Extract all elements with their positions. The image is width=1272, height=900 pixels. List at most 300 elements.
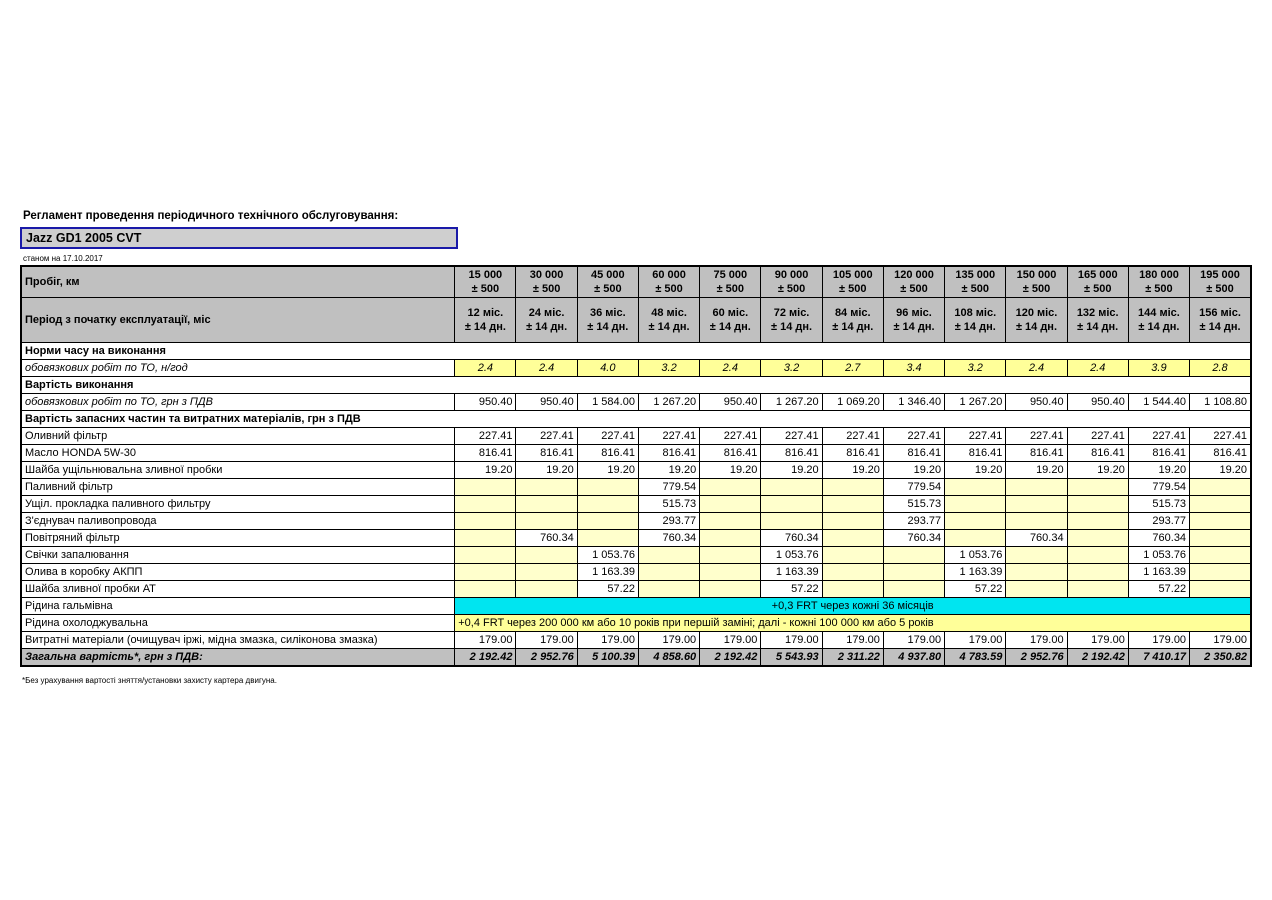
part-cost-value: 816.41 bbox=[1006, 445, 1067, 462]
header-line: ± 500 bbox=[1206, 283, 1234, 295]
labor-cost-value: 950.40 bbox=[455, 394, 516, 411]
header-line: 96 міс. bbox=[896, 307, 932, 319]
part-label: Олива в коробку АКПП bbox=[21, 564, 455, 581]
part-cost-value: 227.41 bbox=[1067, 428, 1128, 445]
empty-cell bbox=[638, 547, 699, 564]
header-line: ± 500 bbox=[1145, 283, 1173, 295]
part-cost-value: 515.73 bbox=[1128, 496, 1189, 513]
part-cost-value: 19.20 bbox=[822, 462, 883, 479]
header-line: 75 000 bbox=[713, 269, 748, 281]
part-cost-value: 227.41 bbox=[638, 428, 699, 445]
part-cost-value: 227.41 bbox=[700, 428, 761, 445]
consumables-value: 179.00 bbox=[638, 632, 699, 649]
empty-cell bbox=[822, 496, 883, 513]
labor-cost-row bbox=[21, 394, 1251, 411]
part-cost-value: 760.34 bbox=[761, 530, 822, 547]
header-line: ± 14 дн. bbox=[1015, 321, 1058, 333]
empty-cell bbox=[945, 496, 1006, 513]
total-value: 4 858.60 bbox=[638, 649, 699, 667]
section-title: Вартість виконання bbox=[21, 377, 1251, 394]
total-value: 2 952.76 bbox=[516, 649, 577, 667]
parts-row bbox=[21, 581, 1251, 598]
empty-cell bbox=[1190, 547, 1251, 564]
period-header-cell bbox=[822, 298, 883, 343]
part-cost-value: 19.20 bbox=[700, 462, 761, 479]
empty-cell bbox=[822, 530, 883, 547]
part-cost-value: 57.22 bbox=[1128, 581, 1189, 598]
part-label: Паливний фільтр bbox=[21, 479, 455, 496]
labor-cost-value: 1 544.40 bbox=[1128, 394, 1189, 411]
section-parts bbox=[21, 411, 1251, 428]
part-cost-value: 515.73 bbox=[883, 496, 944, 513]
hours-value: 2.4 bbox=[1067, 360, 1128, 377]
hours-value: 2.7 bbox=[822, 360, 883, 377]
mileage-header-cell bbox=[761, 266, 822, 298]
header-line: ± 14 дн. bbox=[648, 321, 690, 333]
parts-row bbox=[21, 445, 1251, 462]
part-cost-value: 1 053.76 bbox=[945, 547, 1006, 564]
part-cost-value: 816.41 bbox=[577, 445, 638, 462]
part-cost-value: 779.54 bbox=[883, 479, 944, 496]
part-cost-value: 19.20 bbox=[516, 462, 577, 479]
part-cost-value: 227.41 bbox=[883, 428, 944, 445]
mileage-header-cell bbox=[1067, 266, 1128, 298]
header-line: 150 000 bbox=[1016, 269, 1057, 281]
part-cost-value: 515.73 bbox=[638, 496, 699, 513]
empty-cell bbox=[1067, 496, 1128, 513]
header-line: 108 міс. bbox=[954, 307, 997, 319]
mileage-header-cell bbox=[700, 266, 761, 298]
part-cost-value: 227.41 bbox=[1006, 428, 1067, 445]
labor-cost-value: 1 267.20 bbox=[638, 394, 699, 411]
part-cost-value: 19.20 bbox=[1067, 462, 1128, 479]
header-line: 135 000 bbox=[955, 269, 996, 281]
labor-cost-value: 1 108.80 bbox=[1190, 394, 1251, 411]
empty-cell bbox=[1006, 564, 1067, 581]
hours-row bbox=[21, 360, 1251, 377]
period-header-cell bbox=[1067, 298, 1128, 343]
header-line: ± 500 bbox=[594, 283, 622, 295]
empty-cell bbox=[1006, 547, 1067, 564]
section-title: Норми часу на виконання bbox=[21, 343, 1251, 360]
consumables-value: 179.00 bbox=[455, 632, 516, 649]
empty-cell bbox=[945, 479, 1006, 496]
part-cost-value: 1 053.76 bbox=[761, 547, 822, 564]
empty-cell bbox=[577, 513, 638, 530]
mileage-header-cell bbox=[1128, 266, 1189, 298]
header-line: 84 міс. bbox=[834, 307, 871, 319]
part-cost-value: 19.20 bbox=[1190, 462, 1251, 479]
consumables-value: 179.00 bbox=[945, 632, 1006, 649]
mileage-header-cell bbox=[945, 266, 1006, 298]
empty-cell bbox=[1006, 496, 1067, 513]
total-value: 5 543.93 bbox=[761, 649, 822, 667]
part-label: Свічки запалювання bbox=[21, 547, 455, 564]
hours-label: обовязкових робіт по ТО, н/год bbox=[21, 360, 455, 377]
empty-cell bbox=[700, 513, 761, 530]
empty-cell bbox=[455, 564, 516, 581]
part-cost-value: 293.77 bbox=[883, 513, 944, 530]
part-cost-value: 816.41 bbox=[761, 445, 822, 462]
empty-cell bbox=[516, 547, 577, 564]
part-cost-value: 1 163.39 bbox=[761, 564, 822, 581]
empty-cell bbox=[516, 479, 577, 496]
period-header-label: Період з початку експлуатації, міс bbox=[21, 298, 455, 343]
empty-cell bbox=[700, 547, 761, 564]
header-line: ± 500 bbox=[471, 283, 500, 295]
empty-cell bbox=[1006, 581, 1067, 598]
as-of-date: станом на 17.10.2017 bbox=[23, 254, 103, 263]
part-cost-value: 816.41 bbox=[822, 445, 883, 462]
total-value: 2 192.42 bbox=[700, 649, 761, 667]
coolant-label: Рідина охолоджувальна bbox=[21, 615, 455, 632]
consumables-label: Витратні матеріали (очищувач іржі, мідна змазка, силіконова змазка) bbox=[21, 632, 455, 649]
consumables-value: 179.00 bbox=[761, 632, 822, 649]
total-value: 4 783.59 bbox=[945, 649, 1006, 667]
empty-cell bbox=[638, 581, 699, 598]
header-line: 24 міс. bbox=[528, 307, 565, 319]
empty-cell bbox=[1190, 479, 1251, 496]
header-line: ± 500 bbox=[961, 283, 989, 295]
part-cost-value: 19.20 bbox=[883, 462, 944, 479]
header-line: 90 000 bbox=[774, 269, 809, 281]
part-cost-value: 227.41 bbox=[1128, 428, 1189, 445]
labor-cost-value: 950.40 bbox=[1006, 394, 1067, 411]
empty-cell bbox=[1190, 513, 1251, 530]
part-cost-value: 19.20 bbox=[455, 462, 516, 479]
part-cost-value: 816.41 bbox=[700, 445, 761, 462]
part-label: Шайба ущільнювальна зливної пробки bbox=[21, 462, 455, 479]
empty-cell bbox=[700, 581, 761, 598]
part-label: З'єднувач паливопровода bbox=[21, 513, 455, 530]
part-cost-value: 816.41 bbox=[1067, 445, 1128, 462]
part-cost-value: 227.41 bbox=[822, 428, 883, 445]
consumables-value: 179.00 bbox=[1128, 632, 1189, 649]
header-line: ± 14 дн. bbox=[1138, 321, 1180, 333]
header-line: ± 500 bbox=[655, 283, 683, 295]
total-value: 4 937.80 bbox=[883, 649, 944, 667]
empty-cell bbox=[822, 581, 883, 598]
empty-cell bbox=[700, 496, 761, 513]
hours-value: 4.0 bbox=[577, 360, 638, 377]
header-line: ± 500 bbox=[1083, 283, 1112, 295]
part-cost-value: 760.34 bbox=[1006, 530, 1067, 547]
empty-cell bbox=[516, 513, 577, 530]
parts-row bbox=[21, 496, 1251, 513]
section-cost bbox=[21, 377, 1251, 394]
consumables-value: 179.00 bbox=[1006, 632, 1067, 649]
labor-cost-label: обовязкових робіт по ТО, грн з ПДВ bbox=[21, 394, 455, 411]
empty-cell bbox=[883, 564, 944, 581]
total-value: 2 952.76 bbox=[1006, 649, 1067, 667]
part-cost-value: 1 053.76 bbox=[1128, 547, 1189, 564]
consumables-value: 179.00 bbox=[883, 632, 944, 649]
empty-cell bbox=[883, 547, 944, 564]
header-line: 132 міс. bbox=[1076, 307, 1119, 319]
header-line: 36 міс. bbox=[590, 307, 626, 319]
empty-cell bbox=[1067, 513, 1128, 530]
part-label: Масло HONDA 5W-30 bbox=[21, 445, 455, 462]
maintenance-schedule-table bbox=[20, 265, 1252, 667]
header-line: 165 000 bbox=[1077, 269, 1118, 281]
part-cost-value: 779.54 bbox=[1128, 479, 1189, 496]
part-cost-value: 227.41 bbox=[1190, 428, 1251, 445]
part-cost-value: 1 053.76 bbox=[577, 547, 638, 564]
header-line: 195 000 bbox=[1200, 269, 1240, 281]
consumables-value: 179.00 bbox=[577, 632, 638, 649]
labor-cost-value: 950.40 bbox=[516, 394, 577, 411]
consumables-row bbox=[21, 632, 1251, 649]
mileage-header-cell bbox=[516, 266, 577, 298]
part-cost-value: 57.22 bbox=[761, 581, 822, 598]
mileage-header-cell bbox=[455, 266, 516, 298]
header-line: ± 14 дн. bbox=[1077, 321, 1119, 333]
header-line: ± 14 дн. bbox=[1199, 321, 1241, 333]
part-cost-value: 227.41 bbox=[945, 428, 1006, 445]
footnote: *Без урахування вартості зняття/установки захисту картера двигуна. bbox=[22, 676, 277, 685]
total-row bbox=[21, 649, 1251, 667]
header-line: 120 000 bbox=[894, 269, 934, 281]
total-value: 7 410.17 bbox=[1128, 649, 1189, 667]
header-line: 12 міс. bbox=[467, 307, 504, 319]
empty-cell bbox=[822, 479, 883, 496]
header-line: ± 14 дн. bbox=[893, 321, 935, 333]
header-line: 60 000 bbox=[652, 269, 686, 281]
header-line: 72 міс. bbox=[773, 307, 810, 319]
header-line: ± 14 дн. bbox=[954, 321, 996, 333]
mileage-header-cell bbox=[1190, 266, 1251, 298]
labor-cost-value: 1 069.20 bbox=[822, 394, 883, 411]
part-cost-value: 816.41 bbox=[945, 445, 1006, 462]
empty-cell bbox=[1067, 547, 1128, 564]
hours-value: 3.2 bbox=[638, 360, 699, 377]
part-cost-value: 1 163.39 bbox=[945, 564, 1006, 581]
header-line: ± 500 bbox=[839, 283, 867, 295]
header-line: 144 міс. bbox=[1138, 307, 1180, 319]
part-cost-value: 816.41 bbox=[883, 445, 944, 462]
empty-cell bbox=[1190, 496, 1251, 513]
empty-cell bbox=[1006, 513, 1067, 530]
empty-cell bbox=[577, 496, 638, 513]
empty-cell bbox=[945, 513, 1006, 530]
empty-cell bbox=[455, 530, 516, 547]
part-cost-value: 760.34 bbox=[883, 530, 944, 547]
part-cost-value: 816.41 bbox=[1128, 445, 1189, 462]
document-title: Регламент проведення періодичного технічного обслуговування: bbox=[23, 210, 399, 222]
empty-cell bbox=[761, 513, 822, 530]
header-line: 180 000 bbox=[1139, 269, 1179, 281]
hours-value: 3.2 bbox=[945, 360, 1006, 377]
mileage-header-cell bbox=[577, 266, 638, 298]
mileage-header-cell bbox=[822, 266, 883, 298]
empty-cell bbox=[455, 547, 516, 564]
consumables-value: 179.00 bbox=[700, 632, 761, 649]
period-header-cell bbox=[883, 298, 944, 343]
empty-cell bbox=[577, 479, 638, 496]
mileage-header-label: Пробіг, км bbox=[21, 266, 455, 298]
parts-row bbox=[21, 564, 1251, 581]
mileage-header-cell bbox=[638, 266, 699, 298]
mileage-header-cell bbox=[883, 266, 944, 298]
period-header-cell bbox=[638, 298, 699, 343]
header-line: 120 міс. bbox=[1015, 307, 1058, 319]
period-header-cell bbox=[945, 298, 1006, 343]
part-cost-value: 19.20 bbox=[577, 462, 638, 479]
brake-fluid-label: Рідина гальмівна bbox=[21, 598, 455, 615]
header-line: 30 000 bbox=[529, 269, 564, 281]
part-label: Шайба зливної пробки АТ bbox=[21, 581, 455, 598]
header-line: ± 14 дн. bbox=[771, 321, 813, 333]
parts-row bbox=[21, 513, 1251, 530]
header-line: ± 500 bbox=[716, 283, 745, 295]
part-cost-value: 1 163.39 bbox=[577, 564, 638, 581]
empty-cell bbox=[516, 564, 577, 581]
hours-value: 2.4 bbox=[516, 360, 577, 377]
empty-cell bbox=[1190, 564, 1251, 581]
part-cost-value: 19.20 bbox=[945, 462, 1006, 479]
header-line: 48 міс. bbox=[651, 307, 687, 319]
total-value: 2 192.42 bbox=[1067, 649, 1128, 667]
empty-cell bbox=[638, 564, 699, 581]
part-cost-value: 293.77 bbox=[1128, 513, 1189, 530]
parts-row bbox=[21, 462, 1251, 479]
header-line: 45 000 bbox=[591, 269, 625, 281]
empty-cell bbox=[1067, 564, 1128, 581]
total-label: Загальна вартість*, грн з ПДВ: bbox=[21, 649, 455, 667]
empty-cell bbox=[761, 479, 822, 496]
parts-row bbox=[21, 479, 1251, 496]
empty-cell bbox=[1190, 581, 1251, 598]
empty-cell bbox=[883, 581, 944, 598]
section-hours bbox=[21, 343, 1251, 360]
empty-cell bbox=[455, 479, 516, 496]
part-label: Оливний фільтр bbox=[21, 428, 455, 445]
coolant-row bbox=[21, 615, 1251, 632]
labor-cost-value: 950.40 bbox=[700, 394, 761, 411]
empty-cell bbox=[700, 479, 761, 496]
period-header-cell bbox=[700, 298, 761, 343]
part-cost-value: 57.22 bbox=[945, 581, 1006, 598]
header-line: 156 міс. bbox=[1199, 307, 1241, 319]
section-title: Вартість запасних частин та витратних матеріалів, грн з ПДВ bbox=[21, 411, 1251, 428]
empty-cell bbox=[1067, 479, 1128, 496]
model-name-box: Jazz GD1 2005 CVT bbox=[20, 227, 458, 249]
labor-cost-value: 950.40 bbox=[1067, 394, 1128, 411]
part-label: Повітряний фільтр bbox=[21, 530, 455, 547]
total-value: 2 192.42 bbox=[455, 649, 516, 667]
empty-cell bbox=[516, 581, 577, 598]
part-cost-value: 293.77 bbox=[638, 513, 699, 530]
header-line: 105 000 bbox=[832, 269, 873, 281]
empty-cell bbox=[822, 564, 883, 581]
part-cost-value: 19.20 bbox=[638, 462, 699, 479]
hours-value: 2.4 bbox=[1006, 360, 1067, 377]
empty-cell bbox=[516, 496, 577, 513]
header-line: ± 14 дн. bbox=[526, 321, 568, 333]
part-cost-value: 57.22 bbox=[577, 581, 638, 598]
coolant-note: +0,4 FRT через 200 000 км або 10 років при першій заміні; далі - кожні 100 000 км або 5 років bbox=[455, 615, 1251, 632]
part-cost-value: 760.34 bbox=[1128, 530, 1189, 547]
part-cost-value: 1 163.39 bbox=[1128, 564, 1189, 581]
period-header-cell bbox=[1128, 298, 1189, 343]
total-value: 2 311.22 bbox=[822, 649, 883, 667]
part-cost-value: 227.41 bbox=[577, 428, 638, 445]
empty-cell bbox=[1006, 479, 1067, 496]
part-cost-value: 227.41 bbox=[455, 428, 516, 445]
empty-cell bbox=[945, 530, 1006, 547]
empty-cell bbox=[455, 496, 516, 513]
consumables-value: 179.00 bbox=[1190, 632, 1251, 649]
hours-value: 2.8 bbox=[1190, 360, 1251, 377]
period-header-cell bbox=[577, 298, 638, 343]
header-line: 15 000 bbox=[468, 269, 503, 281]
hours-value: 3.9 bbox=[1128, 360, 1189, 377]
part-label: Ущіл. прокладка паливного фильтру bbox=[21, 496, 455, 513]
header-line: ± 14 дн. bbox=[587, 321, 629, 333]
header-line: ± 14 дн. bbox=[464, 321, 506, 333]
empty-cell bbox=[822, 547, 883, 564]
brake-fluid-row bbox=[21, 598, 1251, 615]
part-cost-value: 779.54 bbox=[638, 479, 699, 496]
empty-cell bbox=[1190, 530, 1251, 547]
consumables-value: 179.00 bbox=[1067, 632, 1128, 649]
empty-cell bbox=[1067, 530, 1128, 547]
part-cost-value: 816.41 bbox=[516, 445, 577, 462]
parts-row bbox=[21, 547, 1251, 564]
period-header-cell bbox=[455, 298, 516, 343]
hours-value: 2.4 bbox=[700, 360, 761, 377]
empty-cell bbox=[455, 581, 516, 598]
empty-cell bbox=[455, 513, 516, 530]
labor-cost-value: 1 267.20 bbox=[945, 394, 1006, 411]
parts-row bbox=[21, 530, 1251, 547]
header-line: ± 500 bbox=[900, 283, 928, 295]
brake-fluid-note: +0,3 FRT через кожні 36 місяців bbox=[455, 598, 1251, 615]
empty-cell bbox=[761, 496, 822, 513]
hours-value: 2.4 bbox=[455, 360, 516, 377]
header-line: ± 14 дн. bbox=[709, 321, 751, 333]
period-header-cell bbox=[761, 298, 822, 343]
empty-cell bbox=[700, 530, 761, 547]
period-header-cell bbox=[1006, 298, 1067, 343]
part-cost-value: 19.20 bbox=[761, 462, 822, 479]
header-row-period bbox=[21, 298, 1251, 343]
part-cost-value: 760.34 bbox=[638, 530, 699, 547]
part-cost-value: 760.34 bbox=[516, 530, 577, 547]
parts-row bbox=[21, 428, 1251, 445]
part-cost-value: 227.41 bbox=[516, 428, 577, 445]
hours-value: 3.2 bbox=[761, 360, 822, 377]
period-header-cell bbox=[1190, 298, 1251, 343]
part-cost-value: 816.41 bbox=[455, 445, 516, 462]
part-cost-value: 816.41 bbox=[638, 445, 699, 462]
total-value: 2 350.82 bbox=[1190, 649, 1251, 667]
part-cost-value: 19.20 bbox=[1128, 462, 1189, 479]
labor-cost-value: 1 584.00 bbox=[577, 394, 638, 411]
period-header-cell bbox=[516, 298, 577, 343]
header-line: ± 500 bbox=[1022, 283, 1051, 295]
empty-cell bbox=[822, 513, 883, 530]
consumables-value: 179.00 bbox=[516, 632, 577, 649]
part-cost-value: 816.41 bbox=[1190, 445, 1251, 462]
empty-cell bbox=[700, 564, 761, 581]
labor-cost-value: 1 267.20 bbox=[761, 394, 822, 411]
header-line: ± 14 дн. bbox=[832, 321, 874, 333]
empty-cell bbox=[1067, 581, 1128, 598]
header-line: ± 500 bbox=[777, 283, 806, 295]
labor-cost-value: 1 346.40 bbox=[883, 394, 944, 411]
header-row-mileage bbox=[21, 266, 1251, 298]
